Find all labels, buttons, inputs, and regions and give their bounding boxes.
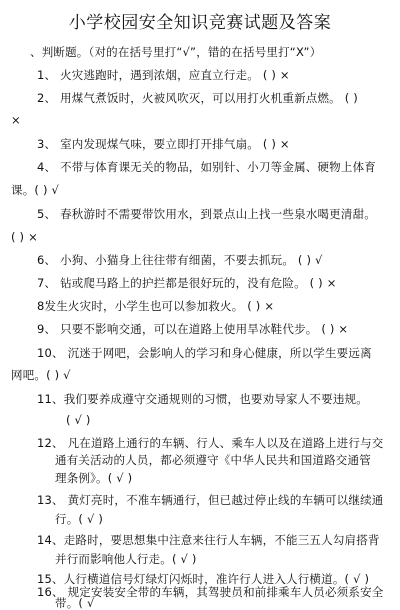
question-line: 通有关活动的人员，都必须遵守《中华人民共和国道路交通管 bbox=[55, 453, 371, 467]
question-line: ( √ ) bbox=[66, 413, 91, 427]
question-line: 2、 用煤气煮饭时，火被风吹灭，可以用打火机重新点燃。 ( ) bbox=[37, 91, 358, 105]
question-line: × bbox=[11, 113, 21, 127]
question-line: 13、 黄灯亮时，不准车辆通行，但已越过停止线的车辆可以继续通 bbox=[37, 493, 384, 507]
question-line: 1、 火灾逃跑时，遇到浓烟，应直立行走。 ( ) × bbox=[37, 68, 290, 82]
question-line: 网吧。( ) √ bbox=[11, 368, 71, 382]
question-line: 理条例》。( √ ) bbox=[55, 471, 133, 485]
question-line: 行。( √ ) bbox=[55, 512, 104, 526]
section-heading: 、判断题。（对的在括号里打“√”，错的在括号里打“X”） bbox=[30, 45, 322, 59]
question-line: 10、 沉迷于网吧，会影响人的学习和身心健康，所以学生要远离 bbox=[37, 346, 372, 360]
question-line: 14、走路时，要思想集中注意来往行人车辆，不能三五人勾肩搭背 bbox=[37, 533, 380, 547]
question-line: 带。( √ bbox=[55, 596, 95, 610]
page-title: 小学校园安全知识竞赛试题及答案 bbox=[68, 13, 332, 33]
question-line: 12、 凡在道路上通行的车辆、行人、乘车人以及在道路上进行与交 bbox=[37, 436, 384, 450]
question-line: ( ) × bbox=[11, 230, 38, 244]
question-line: 并行而影响他人行走。( √ ) bbox=[55, 552, 197, 566]
question-line: 16、 规定安装安全带的车辆，其驾驶员和前排乘车人员必须系安全 bbox=[37, 585, 384, 599]
question-line: 6、 小狗、小猫身上往往带有细菌，不要去抓玩。 ( ) √ bbox=[37, 253, 323, 267]
question-line: 5、 春秋游时不需要带饮用水，到景点山上找一些泉水喝更清甜。 bbox=[37, 207, 376, 221]
question-line: 15、人行横道信号灯绿灯闪烁时，准许行人进入人行横道。( √ ) bbox=[37, 572, 370, 586]
question-line: 11、我们要养成遵守交通规则的习惯，也要劝导家人不要违规。 bbox=[37, 392, 368, 406]
question-line: 9、 只要不影响交通，可以在道路上使用旱冰鞋代步。 ( ) × bbox=[37, 322, 349, 336]
question-line: 4、 不带与体育课无关的物品，如别针、小刀等金属、硬物上体育 bbox=[37, 160, 376, 174]
question-line: 课。( ) √ bbox=[11, 183, 60, 197]
question-line: 7、 钻或爬马路上的护拦都是很好玩的，没有危险。 ( ) × bbox=[37, 276, 337, 290]
question-line: 3、 室内发现煤气味，要立即打开排气扇。 ( ) × bbox=[37, 137, 290, 151]
question-line: 8发生火灾时，小学生也可以参加救火。 ( ) × bbox=[37, 299, 275, 313]
